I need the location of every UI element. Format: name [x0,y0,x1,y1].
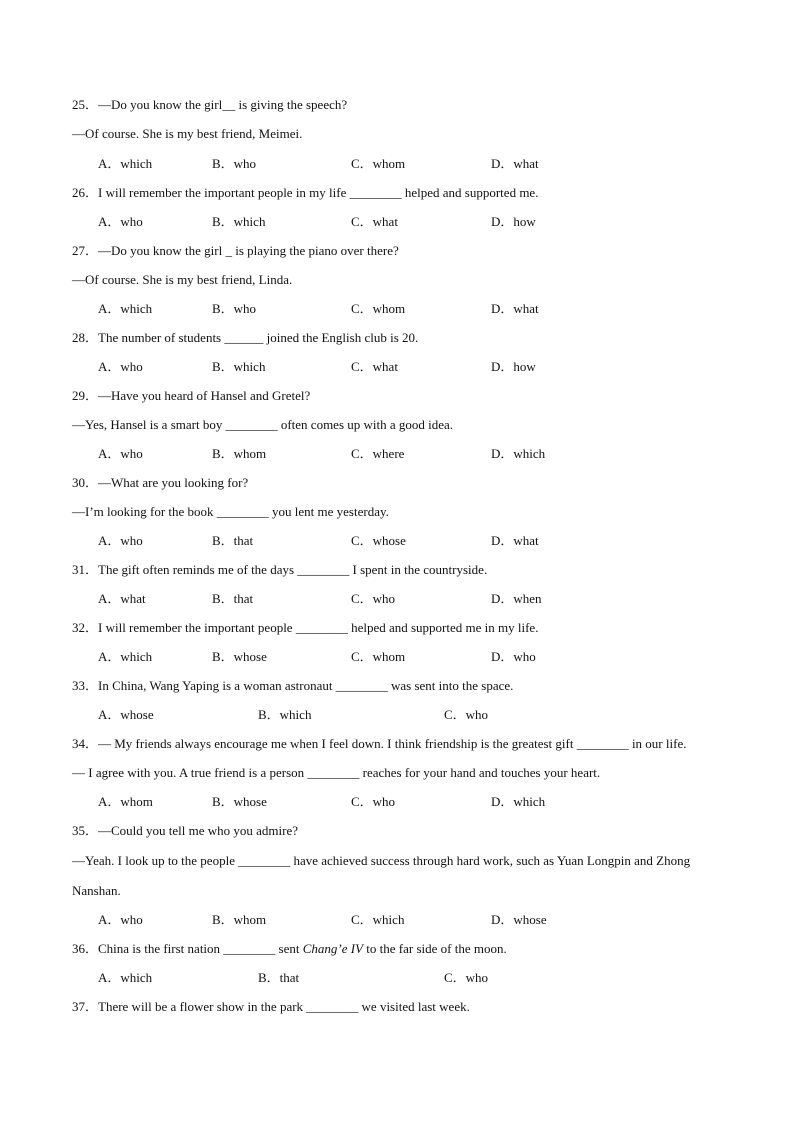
answer-option: C．whom [351,649,406,664]
answer-option: B．which [212,214,266,229]
answer-option: A．what [98,591,146,606]
question-stem: 26．I will remember the important people in my life ________ helped and supported me. [72,185,539,200]
question-continuation: —Of course. She is my best friend, Linda. [72,272,293,287]
answer-option: D．what [491,533,539,548]
question-stem [72,941,740,957]
answer-option: C．what [351,214,398,229]
answer-option: B．that [258,970,300,985]
question-continuation: Nanshan. [72,883,121,898]
answer-option: D．whose [491,912,547,927]
answer-option: B．who [212,156,257,171]
answer-option: D．when [491,591,542,606]
question-stem: 25．—Do you know the girl__ is giving the speech? [72,97,348,112]
question-stem: 29．—Have you heard of Hansel and Gretel? [72,388,311,403]
answer-option: B．who [212,301,257,316]
question-stem: 35．—Could you tell me who you admire? [72,823,299,838]
answer-option: C．which [351,912,405,927]
answer-option: C．who [351,794,396,809]
answer-option: A．who [98,446,143,461]
question-stem-text: 36．China is the first nation ________ sent [72,941,303,956]
answer-option: B．that [212,591,254,606]
question-stem: 27．—Do you know the girl _ is playing the piano over there? [72,243,399,258]
question-continuation: — I agree with you. A true friend is a person ________ reaches for your hand and touches your heart. [72,765,601,780]
question-continuation: —Yeah. I look up to the people ________ have achieved success through hard work, such as Yuan Longpin and Zhong [72,853,691,868]
answer-option: A．whose [98,707,154,722]
answer-option: A．who [98,214,143,229]
answer-option: C．where [351,446,405,461]
answer-option: A．who [98,912,143,927]
answer-option: A．who [98,359,143,374]
answer-option: B．whom [212,912,267,927]
question-stem: 28．The number of students ______ joined the English club is 20. [72,330,419,345]
answer-option: A．who [98,533,143,548]
question-continuation: —I’m looking for the book ________ you lent me yesterday. [72,504,389,519]
question-stem: 30．—What are you looking for? [72,475,249,490]
question-stem: 33．In China, Wang Yaping is a woman astronaut ________ was sent into the space. [72,678,514,693]
question-continuation: —Yes, Hansel is a smart boy ________ often comes up with a good idea. [72,417,454,432]
answer-option: C．what [351,359,398,374]
answer-option: B．which [258,707,312,722]
answer-option: B．whose [212,649,267,664]
question-continuation: —Of course. She is my best friend, Meimei. [72,126,303,141]
answer-option: A．which [98,156,153,171]
answer-option: D．how [491,214,536,229]
question-stem: 31．The gift often reminds me of the days ________ I spent in the countryside. [72,562,488,577]
answer-option: C．whose [351,533,406,548]
answer-option: B．whose [212,794,267,809]
answer-option: D．what [491,301,539,316]
answer-option: A．which [98,970,153,985]
question-stem: 34．— My friends always encourage me when I feel down. I think friendship is the greatest gift ________ in our life. [72,736,687,751]
answer-option: A．which [98,649,153,664]
answer-option: B．which [212,359,266,374]
question-stem-text: to the far side of the moon. [363,941,507,956]
answer-option: C．whom [351,301,406,316]
question-stem: 37．There will be a flower show in the park ________ we visited last week. [72,999,470,1014]
answer-option: B．whom [212,446,267,461]
answer-option: B．that [212,533,254,548]
answer-option: D．which [491,446,546,461]
answer-option: A．whom [98,794,153,809]
answer-option: D．what [491,156,539,171]
answer-option: D．who [491,649,536,664]
answer-option: D．how [491,359,536,374]
answer-option: C．whom [351,156,406,171]
answer-option: C．who [444,970,489,985]
question-stem: 32．I will remember the important people ________ helped and supported me in my life. [72,620,539,635]
question-stem-italic: Chang’e IV [302,941,364,956]
answer-option: C．who [351,591,396,606]
answer-option: A．which [98,301,153,316]
answer-option: C．who [444,707,489,722]
answer-option: D．which [491,794,546,809]
